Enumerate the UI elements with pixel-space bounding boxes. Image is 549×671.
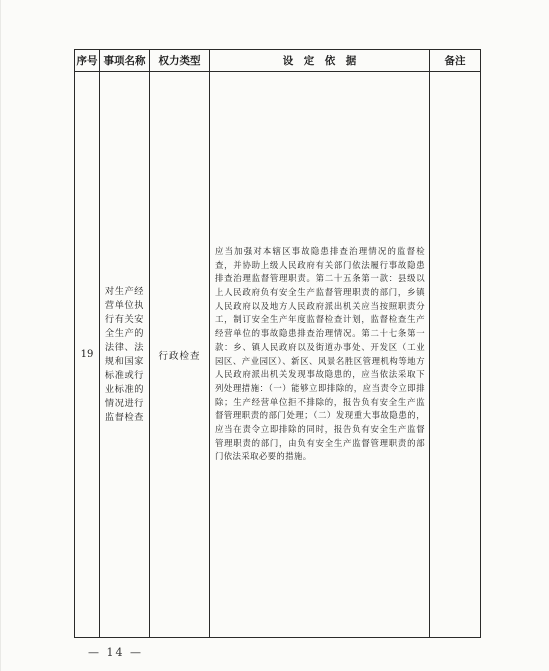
header-remarks: 备注 bbox=[430, 50, 481, 72]
header-seq: 序号 bbox=[75, 50, 100, 72]
row-item-name: 对生产经营单位执行有关安全生产的法律、法规和国家标准或行业标准的情况进行监督检查 bbox=[100, 72, 150, 638]
power-list-table bbox=[74, 49, 481, 638]
page-number: — 14 — bbox=[88, 646, 143, 659]
table-row bbox=[75, 72, 481, 638]
row-remarks bbox=[430, 72, 481, 638]
row-seq: 19 bbox=[75, 72, 100, 638]
header-item-name: 事项名称 bbox=[100, 50, 150, 72]
header-basis: 设 定 依 据 bbox=[210, 50, 430, 72]
table-header-row bbox=[75, 50, 481, 72]
row-basis: 应当加强对本辖区事故隐患排查治理情况的监督检查，并协助上级人民政府有关部门依法履行事故隐患排查治理监督管理职责。第二十五条第一款：县级以上人民政府负有安全生产监督管理职责的部门，乡镇人民政府以及地方人民政府派出机关应当按照职责分工，制订安全生产年度监督检查计划，监督检查生产经营单位的事故隐患排查治理情况。第二十七条第一款：乡、镇人民政府以及街道办事处、开发区（工业园区、产业园区）、新区、风景名胜区管理机构等地方人民政府派出机关发现事故隐患的，应当依法采取下列处理措施：（一）能够立即排除的，应当责令立即排除；生产经营单位拒不排除的，报告负有安全生产监督管理职责的部门处理；（二）发现重大事故隐患的，应当在责令立即排除的同时，报告负有安全生产监督管理职责的部门，由负有安全生产监督管理职责的部门依法采取必要的措施。 bbox=[210, 72, 430, 638]
header-power-type: 权力类型 bbox=[150, 50, 210, 72]
row-power-type: 行政检查 bbox=[150, 72, 210, 638]
